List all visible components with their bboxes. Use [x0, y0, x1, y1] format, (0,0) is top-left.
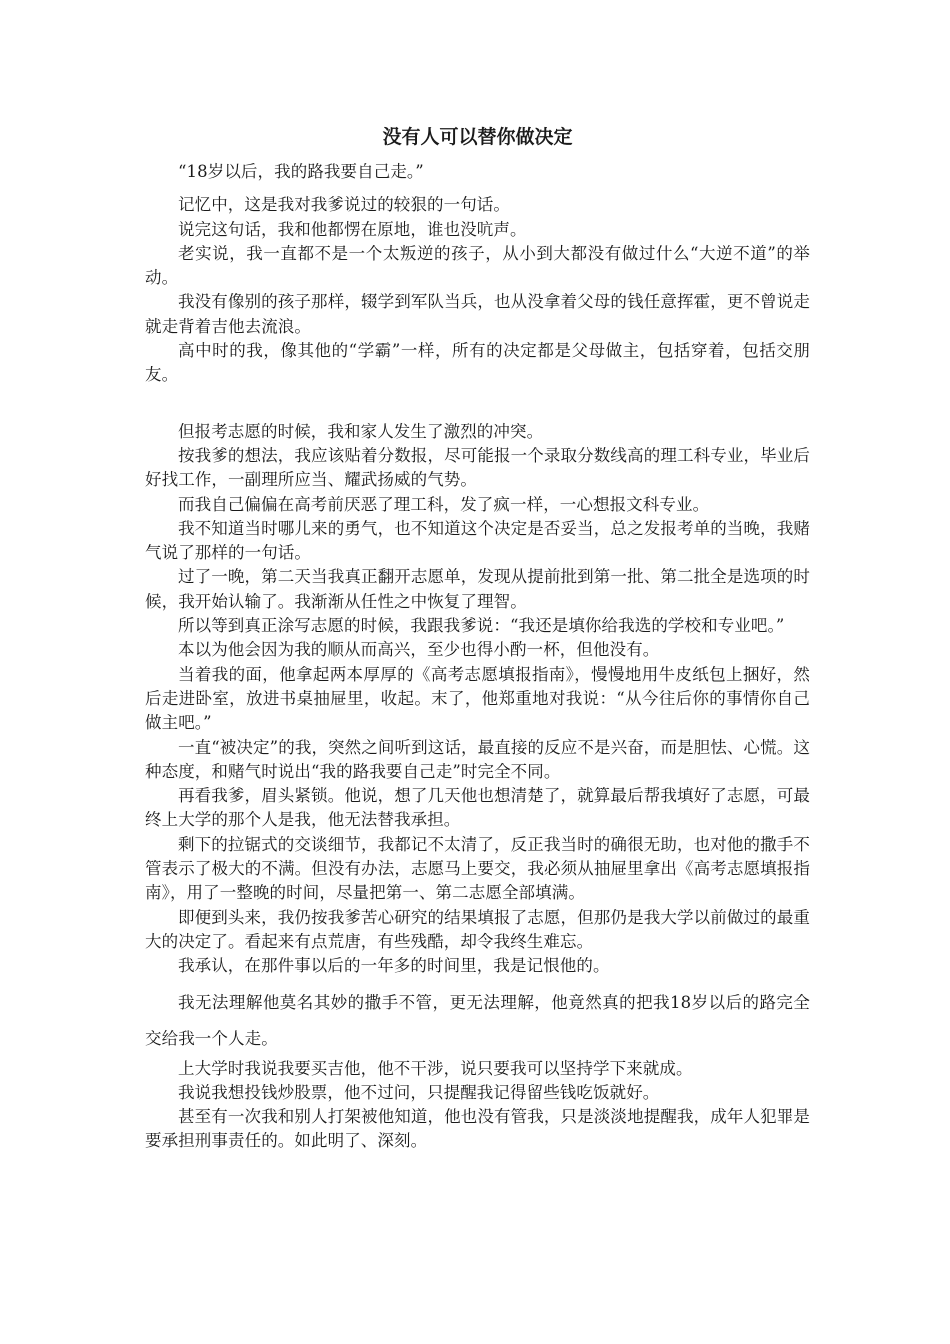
paragraph: 即便到头来，我仍按我爹苦心研究的结果填报了志愿，但那仍是我大学以前做过的最重大的决定了。看起来有点荒唐，有些残酷，却令我终生难忘。: [145, 907, 810, 951]
paragraph: 老实说，我一直都不是一个太叛逆的孩子，从小到大都没有做过什么“大逆不道”的举动。: [145, 243, 810, 288]
paragraph: 剩下的拉锯式的交谈细节，我都记不太清了，反正我当时的确很无助，也对他的撒手不管表示了极大的不满。但没有办法，志愿马上要交，我必须从抽屉里拿出《高考志愿填报指南》，用了一整晚的时间，尽量把第一、第二志愿全部填满。: [145, 834, 810, 903]
document-title: 没有人可以替你做决定: [382, 126, 573, 148]
paragraph: 再看我爹，眉头紧锁。他说，想了几天他也想清楚了，就算最后帮我填好了志愿，可最终上大学的那个人是我，他无法替我承担。: [145, 786, 810, 830]
paragraph: 按我爹的想法，我应该贴着分数报，尽可能报一个录取分数线高的理工科专业，毕业后好找工作，一副理所应当、耀武扬威的气势。: [145, 445, 810, 490]
paragraph: 上大学时我说我要买吉他，他不干涉，说只要我可以坚持学下来就成。: [178, 1058, 693, 1078]
paragraph: 而我自己偏偏在高考前厌恶了理工科，发了疯一样，一心想报文科专业。: [178, 494, 710, 514]
paragraph: 我说我想投钱炒股票，他不过问，只提醒我记得留些钱吃饭就好。: [178, 1082, 660, 1102]
paragraph: 甚至有一次我和别人打架被他知道，他也没有管我，只是淡淡地提醒我，成年人犯罪是要承担刑事责任的。如此明了、深刻。: [145, 1107, 810, 1151]
document-body: [145, 160, 810, 1154]
paragraph: 过了一晚，第二天当我真正翻开志愿单，发现从提前批到第一批、第二批全是选项的时候，我开始认输了。我渐渐从任性之中恢复了理智。: [145, 567, 810, 611]
paragraph: 所以等到真正涂写志愿的时候，我跟我爹说：“我还是填你给我选的学校和专业吧。”: [178, 616, 785, 636]
paragraph: 记忆中，这是我对我爹说过的较狠的一句话。: [178, 195, 510, 215]
paragraph: 当着我的面，他拿起两本厚厚的《高考志愿填报指南》，慢慢地用牛皮纸包上捆好，然后走进卧室，放进书桌抽屉里，收起。末了，他郑重地对我说：“从今往后你的事情你自己做主吧。”: [145, 664, 810, 733]
paragraph: 但报考志愿的时候，我和家人发生了激烈的冲突。: [178, 421, 544, 441]
paragraph: 高中时的我，像其他的“学霸”一样，所有的决定都是父母做主，包括穿着，包括交朋友。: [145, 341, 810, 385]
paragraph: 我承认，在那件事以后的一年多的时间里，我是记恨他的。: [178, 956, 610, 976]
paragraph: 一直“被决定”的我，突然之间听到这话，最直接的反应不是兴奋，而是胆怯、心慌。这种态度，和赌气时说出“我的路我要自己走”时完全不同。: [145, 737, 810, 781]
paragraph: 我不知道当时哪儿来的勇气，也不知道这个决定是否妥当，总之发报考单的当晚，我赌气说了那样的一句话。: [145, 518, 810, 563]
paragraph: 说完这句话，我和他都愣在原地，谁也没吭声。: [178, 219, 527, 239]
paragraph: “18岁以后，我的路我要自己走。”: [178, 162, 424, 181]
paragraph: 我无法理解他莫名其妙的撒手不管，更无法理解，他竟然真的把我18岁以后的路完全交给我一个人走。: [145, 992, 810, 1048]
paragraph: 本以为他会因为我的顺从而高兴，至少也得小酌一杯，但他没有。: [178, 640, 660, 660]
paragraph: 我没有像别的孩子那样，辍学到军队当兵，也从没拿着父母的钱任意挥霍，更不曾说走就走背着吉他去流浪。: [145, 292, 810, 336]
